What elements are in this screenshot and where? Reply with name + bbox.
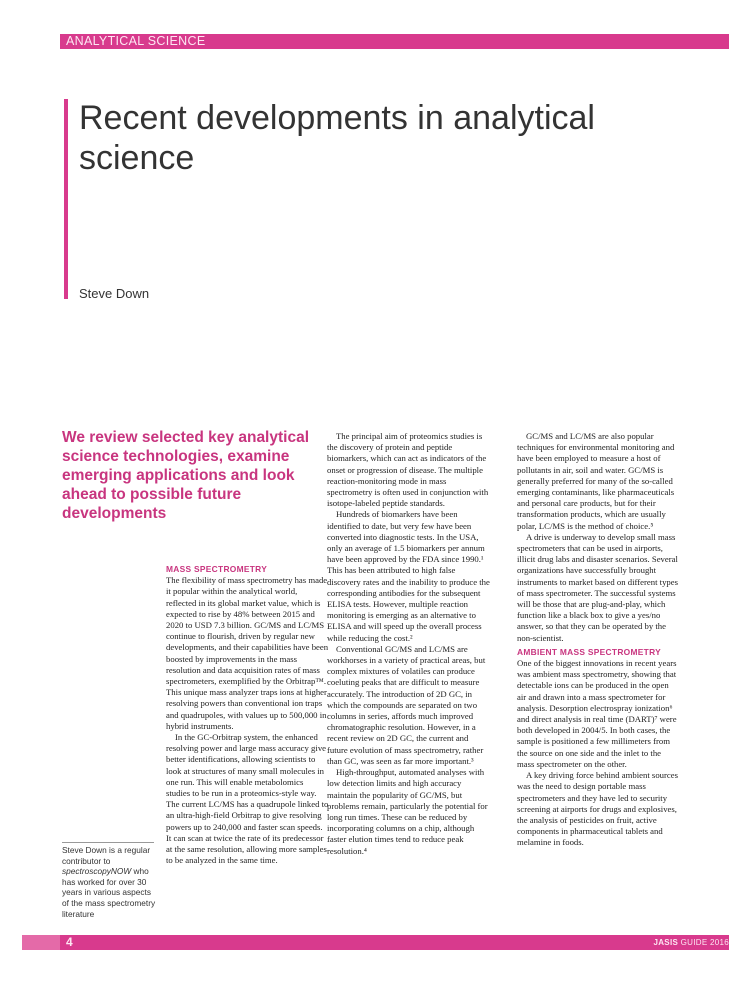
footer-accent	[22, 935, 60, 950]
body-column-3	[517, 431, 680, 849]
journal-name-bold: JASIS	[653, 938, 679, 947]
journal-name-rest: GUIDE 2016	[678, 938, 729, 947]
footer-bar	[22, 935, 729, 950]
journal-name	[653, 935, 729, 950]
paragraph: One of the biggest innovations in recent years was ambient mass spectrometry, showing that detectable ions can be produced in the open air and drawn into a mass spectrometer for analysis. Desorption electrospray ionization⁶ and direct analysis in real time (DART)⁷ were both developed in 2004/5. In both cases, the sample is positioned a few millimeters from the source on one side and the inlet to the mass spectrometer on the other.	[517, 658, 677, 769]
paragraph: A key driving force behind ambient sources was the need to design portable mass spectrometers and they have led to security screening at airports for drugs and explosives, the analysis of pesticides on fruit, active components in pharmaceutical tablets and melamine in foods.	[517, 770, 678, 848]
article-title: Recent developments in analytical science	[79, 99, 595, 177]
bio-publication: spectroscopyNOW	[62, 866, 132, 877]
title-accent-bar	[64, 99, 68, 299]
article-standfirst: We review selected key analytical science technologies, examine emerging applications and look ahead to possible future developments	[62, 429, 310, 522]
paragraph: GC/MS and LC/MS are also popular techniques for environmental monitoring and have been employed to measure a host of pollutants in air, soil and water. GC/MS is generally preferred for many of the so-called emerging contaminants, like pharmaceuticals and personal care products, but for their transformation products, which are usually polar, LC/MS is the method of choice.⁵	[517, 431, 675, 531]
article-author: Steve Down	[79, 286, 150, 301]
paragraph: A drive is underway to develop small mass spectrometers that can be used in airports, illicit drug labs and disaster scenarios. Several organizations have successfully brought instruments to market based on different types of mass spectrometer. The successful systems will be those that are plug-and-play, which function like a black box to give a yes/no answer, so that they can be operated by the non-scientist.	[517, 531, 679, 643]
subheading-mass-spectrometry: MASS SPECTROMETRY	[166, 564, 268, 574]
page-number: 4	[66, 935, 73, 949]
body-column-2	[327, 431, 490, 857]
paragraph: Conventional GC/MS and LC/MS are workhorses in a variety of practical areas, but complex mixtures of volatiles can produce coeluting peaks that are difficult to measure accurately. The introduction of 2D GC, in which the compounds are separated on two columns in series, affords much improved chromatographic resolution. However, in a recent review on 2D GC, the current and future evolution of mass spectrometry, rather than GC, was seen as far more important.³	[327, 643, 486, 766]
author-bio	[62, 845, 158, 919]
paragraph: The principal aim of proteomics studies is the discovery of protein and peptide biomarkers, which can act as indicators of the onset or progression of disease. The multiple reaction-monitoring mode in mass spectrometry is often used in conjunction with isotope-labeled peptide standards.	[327, 431, 489, 509]
bio-text-before: Steve Down is a regular contributor to	[62, 845, 151, 866]
bio-text-after: who has worked for over 30 years in various aspects of the mass spectrometry literature	[62, 866, 156, 919]
bio-divider	[62, 842, 154, 843]
paragraph: In the GC-Orbitrap system, the enhanced resolving power and large mass accuracy give better identifications, allowing scientists to look at structures of many small molecules in one run. This will enable metabolomics studies to be run in a proteomics-style way. The current LC/MS has a quadrupole linked to an ultra-high-field Orbitrap to give resolving powers up to 240,000 and faster scan speeds. It can scan at twice the rate of its predecessor at the same resolution, allowing more samples to be analyzed in the same time.	[166, 732, 329, 866]
section-label: ANALYTICAL SCIENCE	[66, 34, 206, 48]
paragraph: Hundreds of biomarkers have been identified to date, but very few have been converted into diagnostic tests. In the USA, only an average of 1.5 biomarkers per annum have been approved by the FDA since 1990.¹ This has been attributed to high false discovery rates and the inability to produce the corresponding antibodies for the subsequent ELISA tests. However, multiple reaction monitoring is emerging as an alternative to ELISA and will speed up the overall process while reducing the cost.²	[327, 509, 490, 643]
paragraph: High-throughput, automated analyses with low detection limits and high accuracy maintain the popularity of GC/MS, but problems remain, particularly the potential for long run times. These can be reduced by incorporating columns on a chip, although faster elution times tend to reduce peak resolution.⁴	[327, 767, 488, 856]
section-banner	[60, 34, 729, 49]
paragraph: The flexibility of mass spectrometry has made it popular within the analytical world, reflected in its global market value, which is expected to rise by 48% between 2015 and 2020 to USD 7.3 billion. GC/MS and LC/MS continue to flourish, driven by regular new developments, and their capabilities have been boosted by improvements in the mass resolution and data acquisition rates of mass spectrometers, exemplified by the Orbitrap™. This unique mass analyzer traps ions at higher resolving powers than conventional ion traps and quadrupoles, with values up to 500,000 in hybrid instruments.	[166, 575, 329, 731]
body-column-1	[166, 564, 329, 866]
subheading-ambient-mass-spectrometry: AMBIENT MASS SPECTROMETRY	[517, 646, 661, 657]
